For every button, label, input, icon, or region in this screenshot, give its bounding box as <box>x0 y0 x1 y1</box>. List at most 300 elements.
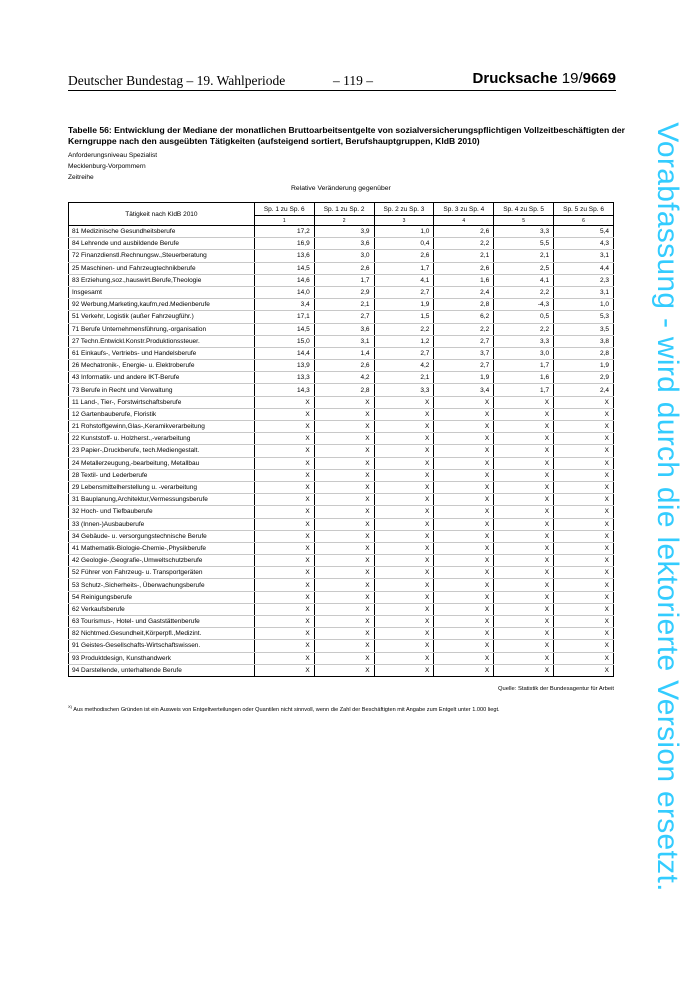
cell-value: 14,4 <box>254 347 314 359</box>
cell-value: 0,4 <box>374 238 434 250</box>
cell-value: X <box>254 555 314 567</box>
cell-value: X <box>314 542 374 554</box>
table-row <box>69 372 614 384</box>
table-row <box>69 506 614 518</box>
cell-value: X <box>434 652 494 664</box>
cell-value: X <box>434 579 494 591</box>
cell-value: X <box>374 530 434 542</box>
cell-value: 0,5 <box>494 311 554 323</box>
row-label: 31 Bauplanung,Architektur,Vermessungsberufe <box>69 494 255 506</box>
cell-value: X <box>254 445 314 457</box>
cell-value: X <box>254 518 314 530</box>
row-label: 28 Textil- und Lederberufe <box>69 469 255 481</box>
cell-value: X <box>374 555 434 567</box>
footnote <box>68 704 500 713</box>
cell-value: X <box>494 628 554 640</box>
cell-value: 2,6 <box>314 262 374 274</box>
row-label: 72 Finanzdienstl.Rechnungsw.,Steuerberatung <box>69 250 255 262</box>
cell-value: 2,2 <box>494 286 554 298</box>
cell-value: 1,7 <box>314 274 374 286</box>
cell-value: X <box>314 433 374 445</box>
cell-value: 3,6 <box>314 323 374 335</box>
cell-value: X <box>374 640 434 652</box>
row-label: 52 Führer von Fahrzeug- u. Transportgeräten <box>69 567 255 579</box>
cell-value: X <box>314 603 374 615</box>
cell-value: X <box>314 421 374 433</box>
table-body <box>69 226 614 677</box>
cell-value: X <box>494 408 554 420</box>
table-row <box>69 603 614 615</box>
cell-value: X <box>434 518 494 530</box>
cell-value: 5,3 <box>554 311 614 323</box>
row-label: 42 Geologie-,Geografie-,Umweltschutzberufe <box>69 555 255 567</box>
row-label: 63 Tourismus-, Hotel- und Gaststättenberufe <box>69 616 255 628</box>
cell-value: X <box>254 433 314 445</box>
cell-value: X <box>434 530 494 542</box>
cell-value: 3,7 <box>434 347 494 359</box>
cell-value: X <box>494 579 554 591</box>
table-row <box>69 433 614 445</box>
table-row <box>69 579 614 591</box>
cell-value: 16,9 <box>254 238 314 250</box>
header-left: Deutscher Bundestag – 19. Wahlperiode <box>68 73 286 88</box>
meta-level: Anforderungsniveau Spezialist <box>68 152 158 159</box>
cell-value: X <box>314 408 374 420</box>
cell-value: X <box>314 579 374 591</box>
cell-value: 2,7 <box>374 347 434 359</box>
cell-value: 1,7 <box>494 360 554 372</box>
cell-value: X <box>554 640 614 652</box>
cell-value: X <box>254 421 314 433</box>
cell-value: X <box>554 518 614 530</box>
cell-value: X <box>434 628 494 640</box>
cell-value: X <box>554 664 614 676</box>
row-label: 26 Mechatronik-, Energie- u. Elektroberufe <box>69 360 255 372</box>
cell-value: 14,5 <box>254 262 314 274</box>
row-label: 62 Verkaufsberufe <box>69 603 255 615</box>
cell-value: X <box>314 469 374 481</box>
cell-value: 3,1 <box>554 250 614 262</box>
table-row <box>69 335 614 347</box>
cell-value: X <box>434 555 494 567</box>
cell-value: X <box>374 603 434 615</box>
cell-value: 5,4 <box>554 226 614 238</box>
cell-value: X <box>254 579 314 591</box>
table-row <box>69 262 614 274</box>
col-index-6: 6 <box>554 216 614 226</box>
table-row <box>69 347 614 359</box>
table-row <box>69 311 614 323</box>
col-index-3: 3 <box>374 216 434 226</box>
cell-value: 2,6 <box>434 262 494 274</box>
cell-value: 3,6 <box>314 238 374 250</box>
cell-value: 4,1 <box>494 274 554 286</box>
table-row <box>69 469 614 481</box>
cell-value: X <box>494 421 554 433</box>
cell-value: X <box>254 506 314 518</box>
table-row <box>69 421 614 433</box>
cell-value: 1,6 <box>434 274 494 286</box>
row-label: Insgesamt <box>69 286 255 298</box>
cell-value: 17,2 <box>254 226 314 238</box>
doc-label: Drucksache <box>472 70 562 87</box>
table-row <box>69 396 614 408</box>
table-row <box>69 226 614 238</box>
cell-value: 14,6 <box>254 274 314 286</box>
cell-value: 6,2 <box>434 311 494 323</box>
table-row <box>69 323 614 335</box>
cell-value: X <box>314 628 374 640</box>
row-label: 53 Schutz-,Sicherheits-, Überwachungsberufe <box>69 579 255 591</box>
row-label: 92 Werbung,Marketing,kaufm,red.Medienberufe <box>69 299 255 311</box>
col-header-6: Sp. 5 zu Sp. 6 <box>554 203 614 216</box>
cell-value: 3,5 <box>554 323 614 335</box>
cell-value: 1,0 <box>374 226 434 238</box>
cell-value: X <box>494 603 554 615</box>
cell-value: X <box>314 664 374 676</box>
data-table <box>68 202 614 677</box>
row-label: 12 Gartenbauberufe, Floristik <box>69 408 255 420</box>
cell-value: 3,8 <box>554 335 614 347</box>
cell-value: 2,5 <box>494 262 554 274</box>
cell-value: 1,0 <box>554 299 614 311</box>
cell-value: X <box>494 616 554 628</box>
row-label: 23 Papier-,Druckberufe, tech.Mediengestalt. <box>69 445 255 457</box>
table-row <box>69 640 614 652</box>
page-number: – 119 – <box>333 73 373 88</box>
cell-value: X <box>314 518 374 530</box>
cell-value: X <box>374 445 434 457</box>
table-row <box>69 457 614 469</box>
cell-value: X <box>554 481 614 493</box>
cell-value: X <box>554 603 614 615</box>
cell-value: X <box>254 628 314 640</box>
cell-value: 14,5 <box>254 323 314 335</box>
cell-value: X <box>554 542 614 554</box>
header-rule <box>68 90 616 91</box>
cell-value: 2,6 <box>434 226 494 238</box>
cell-value: X <box>374 421 434 433</box>
cell-value: X <box>374 664 434 676</box>
cell-value: X <box>374 616 434 628</box>
row-label: 54 Reinigungsberufe <box>69 591 255 603</box>
cell-value: 2,4 <box>554 384 614 396</box>
document-number <box>473 70 616 87</box>
cell-value: X <box>494 664 554 676</box>
cell-value: X <box>554 591 614 603</box>
col-header-5: Sp. 4 zu Sp. 5 <box>494 203 554 216</box>
cell-value: 4,2 <box>374 360 434 372</box>
row-label: 71 Berufe Unternehmensführung,-organisation <box>69 323 255 335</box>
cell-value: X <box>254 494 314 506</box>
meta-block <box>68 150 157 183</box>
cell-value: 13,9 <box>254 360 314 372</box>
table-row <box>69 567 614 579</box>
table-row <box>69 238 614 250</box>
cell-value: X <box>434 469 494 481</box>
col-header-4: Sp. 3 zu Sp. 4 <box>434 203 494 216</box>
cell-value: X <box>554 530 614 542</box>
cell-value: X <box>494 506 554 518</box>
row-label: 11 Land-, Tier-, Forstwirtschaftsberufe <box>69 396 255 408</box>
cell-value: 3,3 <box>374 384 434 396</box>
cell-value: X <box>554 408 614 420</box>
cell-value: X <box>374 494 434 506</box>
cell-value: X <box>374 567 434 579</box>
cell-value: 2,6 <box>374 250 434 262</box>
table-row <box>69 555 614 567</box>
cell-value: X <box>494 396 554 408</box>
cell-value: 2,4 <box>434 286 494 298</box>
cell-value: 1,5 <box>374 311 434 323</box>
cell-value: 13,6 <box>254 250 314 262</box>
cell-value: X <box>494 457 554 469</box>
cell-value: 1,6 <box>494 372 554 384</box>
source-note: Quelle: Statistik der Bundesagentur für Arbeit <box>497 686 614 692</box>
cell-value: X <box>314 445 374 457</box>
cell-value: X <box>554 616 614 628</box>
cell-value: X <box>554 628 614 640</box>
cell-value: X <box>434 542 494 554</box>
cell-value: X <box>494 591 554 603</box>
cell-value: 14,3 <box>254 384 314 396</box>
cell-value: 1,4 <box>314 347 374 359</box>
meta-region: Mecklenburg-Vorpommern <box>68 163 146 170</box>
row-label: 21 Rohstoffgewinn,Glas-,Keramikverarbeitung <box>69 421 255 433</box>
cell-value: 2,8 <box>314 384 374 396</box>
row-label: 27 Techn.Entwickl.Konstr.Produktionssteuer. <box>69 335 255 347</box>
cell-value: X <box>374 457 434 469</box>
cell-value: X <box>494 567 554 579</box>
cell-value: X <box>494 518 554 530</box>
cell-value: 2,1 <box>374 372 434 384</box>
cell-value: 4,3 <box>554 238 614 250</box>
table-row <box>69 628 614 640</box>
table-row <box>69 299 614 311</box>
cell-value: 4,4 <box>554 262 614 274</box>
row-label: 84 Lehrende und ausbildende Berufe <box>69 238 255 250</box>
doc-num-b: 9669 <box>582 70 616 87</box>
cell-value: X <box>494 530 554 542</box>
table-row <box>69 250 614 262</box>
doc-num-a: 19/ <box>561 70 583 87</box>
cell-value: X <box>494 469 554 481</box>
cell-value: 1,7 <box>374 262 434 274</box>
col-header-2: Sp. 1 zu Sp. 2 <box>314 203 374 216</box>
row-label: 29 Lebensmittelherstellung u. -verarbeitung <box>69 481 255 493</box>
cell-value: 2,9 <box>554 372 614 384</box>
cell-value: 2,7 <box>374 286 434 298</box>
cell-value: X <box>434 421 494 433</box>
cell-value: X <box>434 603 494 615</box>
cell-value: X <box>554 433 614 445</box>
col-index-5: 5 <box>494 216 554 226</box>
table-row <box>69 274 614 286</box>
cell-value: X <box>434 616 494 628</box>
cell-value: X <box>374 652 434 664</box>
cell-value: X <box>314 506 374 518</box>
row-label: 24 Metallerzeugung,-bearbeitung, Metallbau <box>69 457 255 469</box>
cell-value: 2,3 <box>554 274 614 286</box>
row-label: 22 Kunststoff- u. Holzherst.,-verarbeitung <box>69 433 255 445</box>
table-row <box>69 445 614 457</box>
cell-value: 3,4 <box>434 384 494 396</box>
cell-value: 14,0 <box>254 286 314 298</box>
cell-value: X <box>434 433 494 445</box>
cell-value: X <box>434 408 494 420</box>
cell-value: X <box>254 481 314 493</box>
cell-value: 4,2 <box>314 372 374 384</box>
cell-value: X <box>374 506 434 518</box>
cell-value: X <box>434 664 494 676</box>
cell-value: 2,7 <box>434 360 494 372</box>
table-row <box>69 286 614 298</box>
cell-value: X <box>254 457 314 469</box>
cell-value: X <box>314 481 374 493</box>
cell-value: -4,3 <box>494 299 554 311</box>
cell-value: X <box>254 640 314 652</box>
footnote-mark: X) <box>68 704 72 709</box>
cell-value: X <box>434 494 494 506</box>
cell-value: X <box>554 555 614 567</box>
cell-value: 2,2 <box>494 323 554 335</box>
cell-value: X <box>494 445 554 457</box>
row-label: 73 Berufe in Recht und Verwaltung <box>69 384 255 396</box>
cell-value: 17,1 <box>254 311 314 323</box>
cell-value: X <box>494 555 554 567</box>
table-row <box>69 530 614 542</box>
row-label: 83 Erziehung,soz.,hauswirt.Berufe,Theologie <box>69 274 255 286</box>
cell-value: X <box>254 616 314 628</box>
cell-value: X <box>554 469 614 481</box>
cell-value: X <box>374 628 434 640</box>
cell-value: 2,1 <box>494 250 554 262</box>
cell-value: 3,3 <box>494 226 554 238</box>
cell-value: X <box>374 518 434 530</box>
cell-value: X <box>434 506 494 518</box>
cell-value: X <box>554 652 614 664</box>
meta-series: Zeitreihe <box>68 174 94 181</box>
cell-value: X <box>254 469 314 481</box>
table-row <box>69 360 614 372</box>
relative-change-label: Relative Veränderung gegenüber <box>291 185 391 192</box>
cell-value: X <box>314 555 374 567</box>
cell-value: X <box>494 640 554 652</box>
watermark-text: Vorabfassung - wird durch die lektorierte Version ersetzt. <box>651 122 684 892</box>
row-label: 33 (Innen-)Ausbauberufe <box>69 518 255 530</box>
row-label: 51 Verkehr, Logistik (außer Fahrzeugführ.) <box>69 311 255 323</box>
cell-value: X <box>374 579 434 591</box>
cell-value: X <box>554 457 614 469</box>
cell-value: X <box>434 445 494 457</box>
cell-value: X <box>374 433 434 445</box>
cell-value: X <box>374 591 434 603</box>
table-row <box>69 664 614 676</box>
cell-value: 3,1 <box>314 335 374 347</box>
cell-value: 2,9 <box>314 286 374 298</box>
cell-value: 3,4 <box>254 299 314 311</box>
cell-value: 2,8 <box>434 299 494 311</box>
cell-value: X <box>314 567 374 579</box>
row-label: 61 Einkaufs-, Vertriebs- und Handelsberufe <box>69 347 255 359</box>
row-label: 43 Informatik- und andere IKT-Berufe <box>69 372 255 384</box>
cell-value: X <box>314 591 374 603</box>
cell-value: X <box>374 408 434 420</box>
cell-value: X <box>554 445 614 457</box>
table-title: Tabelle 56: Entwicklung der Mediane der monatlichen Bruttoarbeitsentgelte von sozialversicherungspflichtigen Vollzeitbeschäftigten der Kerngruppe nach den ausgeübten Tätigkeiten (aufsteigend sortiert, Berufshauptgruppen, KldB 2010) <box>68 125 625 146</box>
cell-value: 13,3 <box>254 372 314 384</box>
row-label: 41 Mathematik-Biologie-Chemie-,Physikberufe <box>69 542 255 554</box>
row-label: 94 Darstellende, unterhaltende Berufe <box>69 664 255 676</box>
cell-value: X <box>494 652 554 664</box>
cell-value: 4,1 <box>374 274 434 286</box>
cell-value: 2,2 <box>434 238 494 250</box>
cell-value: 1,7 <box>494 384 554 396</box>
table-row <box>69 616 614 628</box>
cell-value: X <box>554 506 614 518</box>
cell-value: X <box>254 530 314 542</box>
cell-value: X <box>314 494 374 506</box>
cell-value: X <box>374 481 434 493</box>
cell-value: 3,1 <box>554 286 614 298</box>
cell-value: X <box>314 616 374 628</box>
cell-value: X <box>554 396 614 408</box>
table-row <box>69 481 614 493</box>
cell-value: 2,2 <box>374 323 434 335</box>
cell-value: 1,2 <box>374 335 434 347</box>
cell-value: 3,0 <box>494 347 554 359</box>
cell-value: 3,0 <box>314 250 374 262</box>
cell-value: 2,8 <box>554 347 614 359</box>
cell-value: X <box>254 567 314 579</box>
table-row <box>69 542 614 554</box>
table-row <box>69 591 614 603</box>
cell-value: X <box>434 457 494 469</box>
cell-value: X <box>254 603 314 615</box>
table-row <box>69 494 614 506</box>
cell-value: 2,7 <box>434 335 494 347</box>
table-row <box>69 408 614 420</box>
cell-value: 2,6 <box>314 360 374 372</box>
row-label: 81 Medizinische Gesundheitsberufe <box>69 226 255 238</box>
cell-value: X <box>254 591 314 603</box>
cell-value: 3,3 <box>494 335 554 347</box>
cell-value: X <box>254 664 314 676</box>
cell-value: X <box>314 652 374 664</box>
row-label: 25 Maschinen- und Fahrzeugtechnikberufe <box>69 262 255 274</box>
cell-value: 15,0 <box>254 335 314 347</box>
cell-value: X <box>554 421 614 433</box>
col-index-2: 2 <box>314 216 374 226</box>
cell-value: 1,9 <box>554 360 614 372</box>
cell-value: X <box>254 408 314 420</box>
row-label: 93 Produktdesign, Kunsthandwerk <box>69 652 255 664</box>
cell-value: 2,1 <box>314 299 374 311</box>
cell-value: X <box>554 567 614 579</box>
row-label: 91 Geistes-Gesellschafts-Wirtschaftswissen. <box>69 640 255 652</box>
cell-value: X <box>494 481 554 493</box>
cell-value: X <box>254 542 314 554</box>
cell-value: X <box>434 640 494 652</box>
cell-value: X <box>494 494 554 506</box>
col-header-1: Sp. 1 zu Sp. 6 <box>254 203 314 216</box>
cell-value: X <box>374 396 434 408</box>
col-index-1: 1 <box>254 216 314 226</box>
cell-value: 2,7 <box>314 311 374 323</box>
footnote-text: Aus methodischen Gründen ist ein Ausweis von Entgeltverteilungen oder Quantilen nicht sinnvoll, wenn die Zahl der Beschäftigten mit Angabe zum Entgelt unter 1.000 liegt. <box>72 706 500 713</box>
cell-value: X <box>554 494 614 506</box>
cell-value: X <box>254 652 314 664</box>
